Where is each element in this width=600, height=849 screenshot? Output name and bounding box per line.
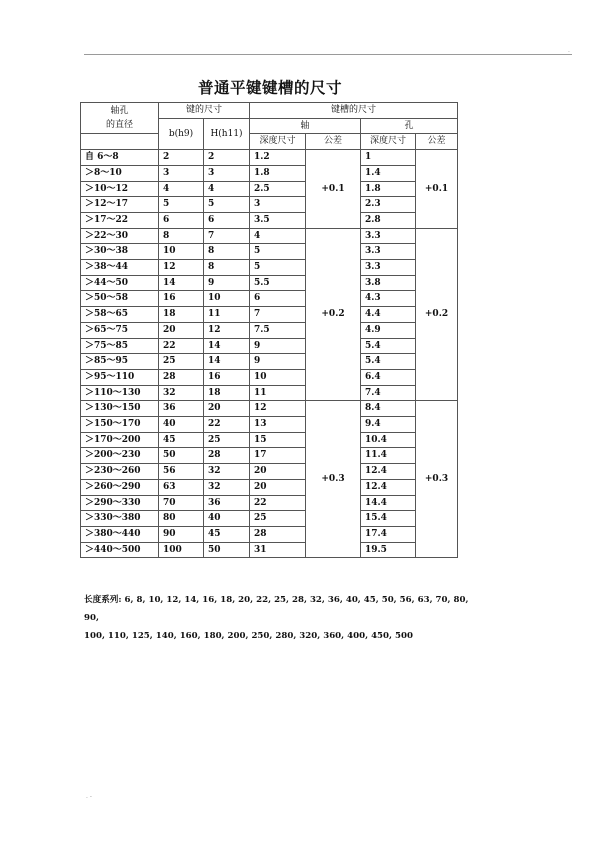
- cell-shaft-depth: 9: [250, 338, 306, 354]
- cell-diameter-range: ＞58～65: [81, 307, 159, 323]
- length-series-line-1: 长度系列: 6, 8, 10, 12, 14, 16, 18, 20, 22, 25, 28, 32, 36, 40, 45, 50, 56, 63, 70, 80, 90,: [84, 595, 469, 623]
- cell-shaft-depth: 11: [250, 385, 306, 401]
- cell-diameter-range: ＞230～260: [81, 464, 159, 480]
- cell-shaft-depth: 2.5: [250, 181, 306, 197]
- cell-hole-depth: 5.4: [361, 354, 416, 370]
- cell-shaft-depth: 28: [250, 526, 306, 542]
- table-row: [81, 526, 458, 542]
- cell-key-width: 40: [159, 417, 204, 433]
- cell-diameter-range: ＞17～22: [81, 212, 159, 228]
- cell-shaft-tolerance: +0.1: [306, 150, 361, 229]
- cell-shaft-depth: 10: [250, 369, 306, 385]
- cell-diameter-range: ＞12～17: [81, 197, 159, 213]
- cell-diameter-range: ＞50～58: [81, 291, 159, 307]
- cell-hole-tolerance: +0.3: [416, 401, 458, 558]
- cell-shaft-depth: 1.2: [250, 150, 306, 166]
- cell-shaft-depth: 7.5: [250, 322, 306, 338]
- cell-shaft-tolerance: +0.3: [306, 401, 361, 558]
- cell-key-width: 56: [159, 464, 204, 480]
- cell-key-height: 32: [204, 464, 250, 480]
- cell-diameter-range: ＞75～85: [81, 338, 159, 354]
- header-blank: [81, 134, 159, 150]
- cell-hole-depth: 3.3: [361, 260, 416, 276]
- cell-key-width: 50: [159, 448, 204, 464]
- table-row: [81, 401, 458, 417]
- table-row: [81, 542, 458, 558]
- cell-hole-depth: 3.3: [361, 244, 416, 260]
- cell-key-width: 14: [159, 275, 204, 291]
- header-key-size: 键的尺寸: [159, 103, 250, 119]
- cell-key-height: 2: [204, 150, 250, 166]
- cell-key-height: 16: [204, 369, 250, 385]
- header-h11: H(h11): [204, 118, 250, 149]
- cell-key-height: 11: [204, 307, 250, 323]
- cell-hole-depth: 3.8: [361, 275, 416, 291]
- cell-hole-depth: 11.4: [361, 448, 416, 464]
- cell-shaft-depth: 5: [250, 244, 306, 260]
- header-shaft-diameter: [81, 103, 159, 134]
- cell-key-height: 25: [204, 432, 250, 448]
- cell-key-height: 5: [204, 197, 250, 213]
- cell-shaft-depth: 22: [250, 495, 306, 511]
- cell-shaft-depth: 5: [250, 260, 306, 276]
- header-hole-tolerance: 公差: [416, 134, 458, 150]
- cell-key-height: 45: [204, 526, 250, 542]
- cell-diameter-range: ＞95～110: [81, 369, 159, 385]
- cell-shaft-depth: 4: [250, 228, 306, 244]
- cell-key-width: 100: [159, 542, 204, 558]
- cell-key-width: 18: [159, 307, 204, 323]
- table-row: [81, 244, 458, 260]
- cell-key-width: 22: [159, 338, 204, 354]
- cell-key-height: 32: [204, 479, 250, 495]
- header-rule: [84, 54, 572, 55]
- header-keyway-size: 键槽的尺寸: [250, 103, 458, 119]
- cell-hole-depth: 12.4: [361, 479, 416, 495]
- cell-diameter-range: ＞65～75: [81, 322, 159, 338]
- keyway-dimensions-table: [80, 102, 458, 558]
- cell-diameter-range: ＞330～380: [81, 511, 159, 527]
- header-diameter: 的直径: [105, 120, 133, 131]
- cell-diameter-range: ＞44～50: [81, 275, 159, 291]
- cell-key-width: 12: [159, 260, 204, 276]
- cell-key-height: 4: [204, 181, 250, 197]
- table-row: [81, 385, 458, 401]
- cell-diameter-range: ＞200～230: [81, 448, 159, 464]
- cell-key-width: 8: [159, 228, 204, 244]
- cell-shaft-tolerance: +0.2: [306, 228, 361, 401]
- cell-shaft-depth: 7: [250, 307, 306, 323]
- cell-key-height: 14: [204, 354, 250, 370]
- cell-diameter-range: ＞110～130: [81, 385, 159, 401]
- table-row: [81, 464, 458, 480]
- cell-shaft-depth: 25: [250, 511, 306, 527]
- table-row: [81, 322, 458, 338]
- cell-shaft-depth: 17: [250, 448, 306, 464]
- cell-hole-tolerance: +0.1: [416, 150, 458, 229]
- cell-diameter-range: ＞130～150: [81, 401, 159, 417]
- cell-key-width: 16: [159, 291, 204, 307]
- cell-key-width: 5: [159, 197, 204, 213]
- cell-shaft-depth: 9: [250, 354, 306, 370]
- table-row: [81, 495, 458, 511]
- cell-diameter-range: ＞380～440: [81, 526, 159, 542]
- table-row: [81, 228, 458, 244]
- cell-key-height: 50: [204, 542, 250, 558]
- footer-mark: . -: [86, 793, 92, 800]
- cell-key-width: 4: [159, 181, 204, 197]
- cell-key-width: 70: [159, 495, 204, 511]
- table-row: [81, 369, 458, 385]
- cell-key-height: 36: [204, 495, 250, 511]
- header-hole: 孔: [361, 118, 458, 134]
- cell-shaft-depth: 12: [250, 401, 306, 417]
- cell-key-height: 12: [204, 322, 250, 338]
- cell-key-width: 20: [159, 322, 204, 338]
- table-row: [81, 165, 458, 181]
- cell-hole-depth: 2.8: [361, 212, 416, 228]
- cell-key-height: 7: [204, 228, 250, 244]
- cell-shaft-depth: 3.5: [250, 212, 306, 228]
- cell-key-height: 20: [204, 401, 250, 417]
- table-row: [81, 212, 458, 228]
- cell-shaft-depth: 13: [250, 417, 306, 433]
- cell-hole-depth: 10.4: [361, 432, 416, 448]
- cell-key-height: 10: [204, 291, 250, 307]
- cell-key-width: 90: [159, 526, 204, 542]
- cell-key-height: 28: [204, 448, 250, 464]
- table-row: [81, 197, 458, 213]
- cell-hole-tolerance: +0.2: [416, 228, 458, 401]
- cell-key-width: 3: [159, 165, 204, 181]
- length-series-note: [84, 591, 484, 645]
- cell-hole-depth: 15.4: [361, 511, 416, 527]
- cell-key-height: 40: [204, 511, 250, 527]
- cell-shaft-depth: 6: [250, 291, 306, 307]
- cell-hole-depth: 1.4: [361, 165, 416, 181]
- cell-hole-depth: 8.4: [361, 401, 416, 417]
- cell-hole-depth: 9.4: [361, 417, 416, 433]
- length-series-line-2: 100, 110, 125, 140, 160, 180, 200, 250, 280, 320, 360, 400, 450, 500: [84, 631, 413, 641]
- cell-shaft-depth: 1.8: [250, 165, 306, 181]
- cell-diameter-range: 自 6～8: [81, 150, 159, 166]
- cell-hole-depth: 3.3: [361, 228, 416, 244]
- cell-diameter-range: ＞10～12: [81, 181, 159, 197]
- header-shaft: 轴: [250, 118, 361, 134]
- table-row: [81, 275, 458, 291]
- table-body: [81, 150, 458, 558]
- cell-diameter-range: ＞8～10: [81, 165, 159, 181]
- cell-key-width: 80: [159, 511, 204, 527]
- corner-mark: .: [568, 47, 570, 54]
- cell-hole-depth: 7.4: [361, 385, 416, 401]
- cell-diameter-range: ＞38～44: [81, 260, 159, 276]
- table-row: [81, 291, 458, 307]
- table-row: [81, 260, 458, 276]
- header-hole-depth: 深度尺寸: [361, 134, 416, 150]
- cell-hole-depth: 2.3: [361, 197, 416, 213]
- table-row: [81, 432, 458, 448]
- cell-shaft-depth: 20: [250, 464, 306, 480]
- cell-shaft-depth: 5.5: [250, 275, 306, 291]
- cell-diameter-range: ＞290～330: [81, 495, 159, 511]
- cell-hole-depth: 17.4: [361, 526, 416, 542]
- cell-key-height: 22: [204, 417, 250, 433]
- cell-hole-depth: 14.4: [361, 495, 416, 511]
- cell-key-height: 18: [204, 385, 250, 401]
- cell-key-height: 6: [204, 212, 250, 228]
- cell-diameter-range: ＞440～500: [81, 542, 159, 558]
- cell-key-height: 8: [204, 260, 250, 276]
- cell-diameter-range: ＞85～95: [81, 354, 159, 370]
- cell-key-height: 3: [204, 165, 250, 181]
- cell-hole-depth: 1.8: [361, 181, 416, 197]
- header-shaft-tolerance: 公差: [306, 134, 361, 150]
- cell-key-width: 28: [159, 369, 204, 385]
- cell-diameter-range: ＞22～30: [81, 228, 159, 244]
- cell-hole-depth: 5.4: [361, 338, 416, 354]
- header-shaft-depth: 深度尺寸: [250, 134, 306, 150]
- cell-key-width: 25: [159, 354, 204, 370]
- cell-shaft-depth: 3: [250, 197, 306, 213]
- page-title: 普通平键键槽的尺寸: [197, 78, 342, 97]
- table-row: [81, 150, 458, 166]
- cell-diameter-range: ＞30～38: [81, 244, 159, 260]
- cell-key-height: 9: [204, 275, 250, 291]
- cell-key-width: 32: [159, 385, 204, 401]
- table-row: [81, 354, 458, 370]
- cell-hole-depth: 1: [361, 150, 416, 166]
- cell-key-width: 10: [159, 244, 204, 260]
- cell-key-height: 14: [204, 338, 250, 354]
- cell-hole-depth: 4.4: [361, 307, 416, 323]
- cell-hole-depth: 4.9: [361, 322, 416, 338]
- table-row: [81, 417, 458, 433]
- cell-key-width: 6: [159, 212, 204, 228]
- cell-diameter-range: ＞150～170: [81, 417, 159, 433]
- table-row: [81, 181, 458, 197]
- cell-diameter-range: ＞260～290: [81, 479, 159, 495]
- table-row: [81, 338, 458, 354]
- cell-key-width: 2: [159, 150, 204, 166]
- header-b9: b(h9): [159, 118, 204, 149]
- cell-key-width: 45: [159, 432, 204, 448]
- cell-key-width: 63: [159, 479, 204, 495]
- cell-key-width: 36: [159, 401, 204, 417]
- cell-shaft-depth: 15: [250, 432, 306, 448]
- header-shaft-hole: 轴孔: [110, 106, 129, 117]
- cell-shaft-depth: 31: [250, 542, 306, 558]
- table-row: [81, 448, 458, 464]
- table-row: [81, 511, 458, 527]
- cell-shaft-depth: 20: [250, 479, 306, 495]
- cell-hole-depth: 6.4: [361, 369, 416, 385]
- cell-hole-depth: 4.3: [361, 291, 416, 307]
- cell-hole-depth: 19.5: [361, 542, 416, 558]
- cell-key-height: 8: [204, 244, 250, 260]
- table-row: [81, 479, 458, 495]
- cell-hole-depth: 12.4: [361, 464, 416, 480]
- cell-diameter-range: ＞170～200: [81, 432, 159, 448]
- table-row: [81, 307, 458, 323]
